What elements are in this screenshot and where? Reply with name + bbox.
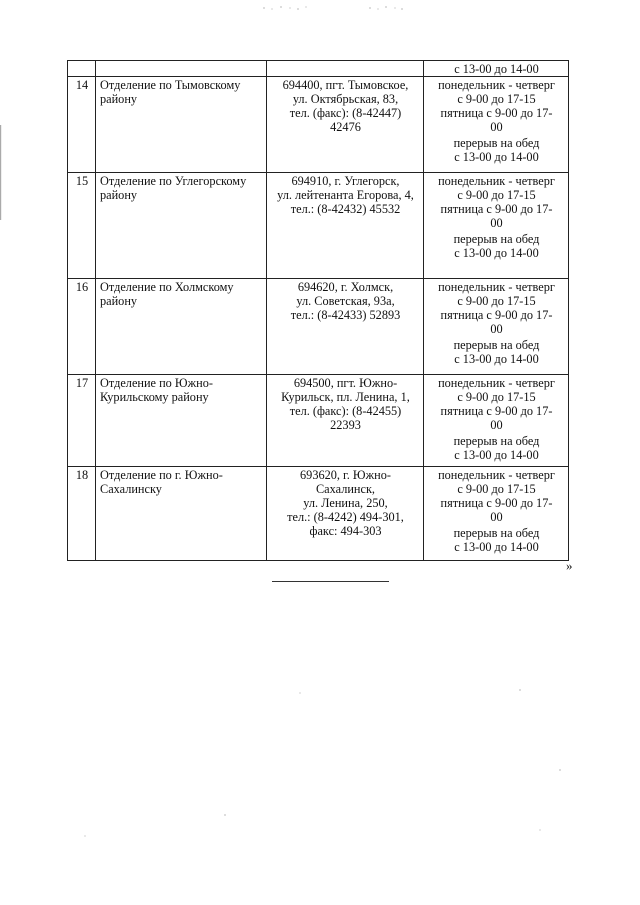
address-line: факс: 494-303 xyxy=(309,524,382,538)
lunch-time: с 13-00 до 14-00 xyxy=(454,62,539,76)
address-line: тел. (факс): (8-42447) xyxy=(289,106,402,120)
friday-hours-end: 00 xyxy=(490,510,503,524)
lunch-time: с 13-00 до 14-00 xyxy=(454,150,539,164)
lunch-label: перерыв на обед xyxy=(453,434,540,448)
lunch-time: с 13-00 до 14-00 xyxy=(454,540,539,554)
address-line: 694620, г. Холмск, xyxy=(297,280,394,294)
address-cell xyxy=(267,61,424,77)
table-row xyxy=(68,375,569,467)
lunch-label: перерыв на обед xyxy=(453,232,540,246)
friday-hours-end: 00 xyxy=(490,120,503,134)
address-line: тел.: (8-42432) 45532 xyxy=(290,202,401,216)
address-line: 694910, г. Углегорск, xyxy=(291,174,400,188)
work-hours: с 9-00 до 17-15 xyxy=(457,92,536,106)
address-line: ул. Ленина, 250, xyxy=(303,496,388,510)
table-row xyxy=(68,467,569,561)
row-number: 17 xyxy=(68,375,96,467)
work-hours: с 9-00 до 17-15 xyxy=(457,482,536,496)
row-number-cell xyxy=(68,61,96,77)
office-name: Отделение по г. Южно-Сахалинску xyxy=(96,467,267,561)
address-line: 693620, г. Южно- xyxy=(300,468,391,482)
address-cell xyxy=(267,173,424,279)
hours-cell xyxy=(424,173,569,279)
friday-hours: пятница с 9-00 до 17- xyxy=(440,404,553,418)
offices-table xyxy=(67,60,569,561)
address-line: тел. (факс): (8-42455) xyxy=(289,404,402,418)
work-hours: с 9-00 до 17-15 xyxy=(457,188,536,202)
address-line: 694400, пгт. Тымовское, xyxy=(282,78,409,92)
closing-quote: » xyxy=(566,558,573,573)
work-days: понедельник - четверг xyxy=(438,174,555,188)
friday-hours: пятница с 9-00 до 17- xyxy=(440,106,553,120)
row-number: 14 xyxy=(68,77,96,173)
address-line: ул. лейтенанта Егорова, 4, xyxy=(277,188,414,202)
address-cell xyxy=(267,467,424,561)
lunch-label: перерыв на обед xyxy=(453,136,540,150)
work-days: понедельник - четверг xyxy=(438,468,555,482)
friday-hours: пятница с 9-00 до 17- xyxy=(440,202,553,216)
address-line: ул. Октябрьская, 83, xyxy=(292,92,399,106)
address-cell xyxy=(267,77,424,173)
lunch-time: с 13-00 до 14-00 xyxy=(454,246,539,260)
office-name: Отделение по Тымовскому району xyxy=(96,77,267,173)
hours-cell xyxy=(424,279,569,375)
lunch-time: с 13-00 до 14-00 xyxy=(454,448,539,462)
work-days: понедельник - четверг xyxy=(438,376,555,390)
address-cell xyxy=(267,279,424,375)
table-row xyxy=(68,279,569,375)
table-row xyxy=(68,77,569,173)
lunch-time: с 13-00 до 14-00 xyxy=(454,352,539,366)
work-days: понедельник - четверг xyxy=(438,78,555,92)
lunch-label: перерыв на обед xyxy=(453,526,540,540)
hours-cell xyxy=(424,77,569,173)
office-name: Отделение по Холмскому району xyxy=(96,279,267,375)
friday-hours-end: 00 xyxy=(490,322,503,336)
address-line: тел.: (8-4242) 494-301, xyxy=(287,510,404,524)
table-row-continuation xyxy=(68,61,569,77)
office-name-cell xyxy=(96,61,267,77)
address-line: 42476 xyxy=(330,120,361,134)
lunch-label: перерыв на обед xyxy=(453,338,540,352)
table-row xyxy=(68,173,569,279)
hours-cell xyxy=(424,61,569,77)
row-number: 15 xyxy=(68,173,96,279)
work-days: понедельник - четверг xyxy=(438,280,555,294)
work-hours: с 9-00 до 17-15 xyxy=(457,390,536,404)
address-cell xyxy=(267,375,424,467)
address-line: ул. Советская, 93а, xyxy=(296,294,395,308)
work-hours: с 9-00 до 17-15 xyxy=(457,294,536,308)
address-line: Курильск, пл. Ленина, 1, xyxy=(281,390,410,404)
address-line: 694500, пгт. Южно- xyxy=(293,376,398,390)
office-name: Отделение по Южно-Курильскому району xyxy=(96,375,267,467)
friday-hours: пятница с 9-00 до 17- xyxy=(440,496,553,510)
address-line: тел.: (8-42433) 52893 xyxy=(290,308,401,322)
row-number: 16 xyxy=(68,279,96,375)
hours-cell xyxy=(424,375,569,467)
office-name: Отделение по Углегорскому району xyxy=(96,173,267,279)
hours-cell xyxy=(424,467,569,561)
end-of-document-rule xyxy=(272,581,389,582)
address-line: 22393 xyxy=(330,418,361,432)
friday-hours-end: 00 xyxy=(490,216,503,230)
friday-hours-end: 00 xyxy=(490,418,503,432)
address-line: Сахалинск, xyxy=(315,482,376,496)
friday-hours: пятница с 9-00 до 17- xyxy=(440,308,553,322)
row-number: 18 xyxy=(68,467,96,561)
